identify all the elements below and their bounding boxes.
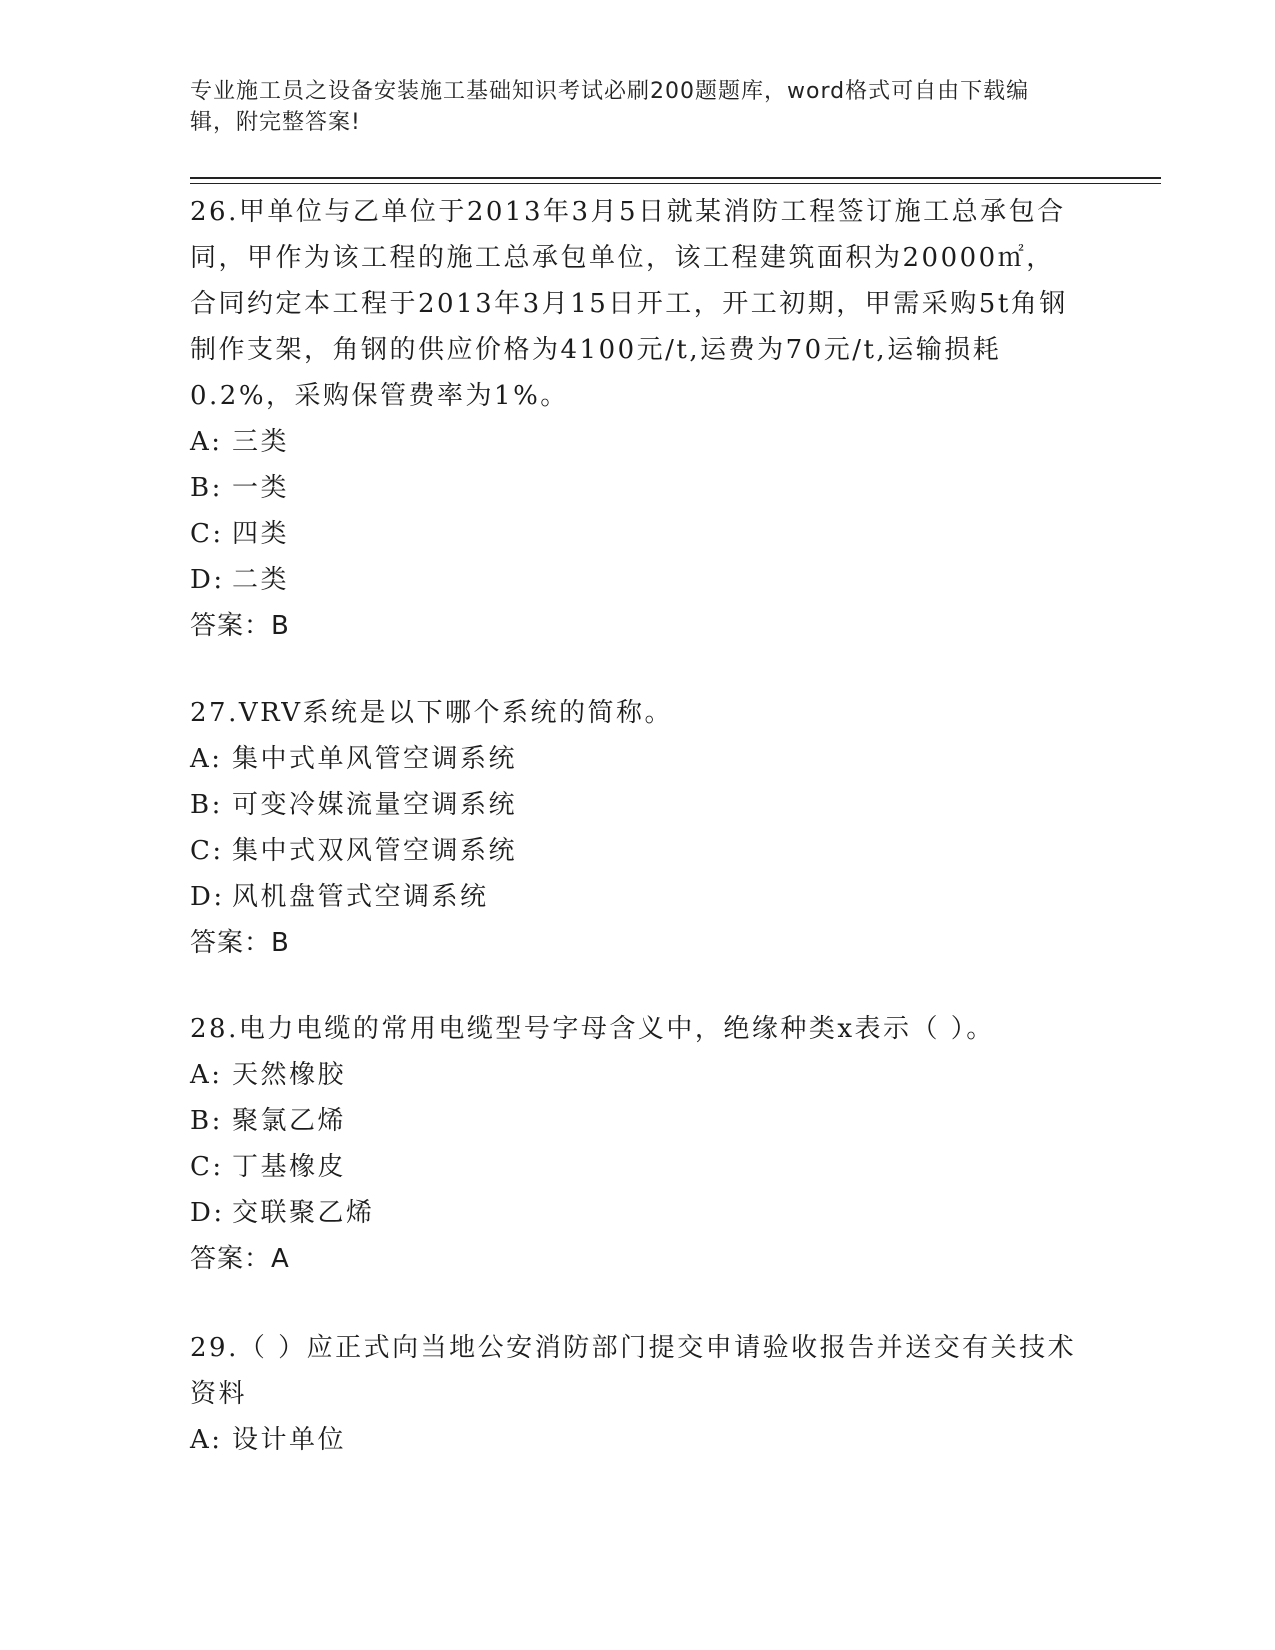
option-letter: D: [190, 1198, 225, 1228]
option-letter: C: [190, 519, 224, 549]
option-letter: A: [190, 744, 223, 774]
option-letter: B: [190, 473, 223, 503]
option-text: 三类 [232, 427, 290, 457]
option-letter: A: [190, 1060, 223, 1090]
option-letter: A: [190, 1425, 223, 1455]
option-letter: D: [190, 882, 225, 912]
option-letter: B: [190, 1106, 223, 1136]
option-letter: C: [190, 1152, 224, 1182]
option-a [190, 1052, 1080, 1098]
option-d [190, 874, 1080, 920]
option-letter: B: [190, 790, 223, 820]
question-stem: 26.甲单位与乙单位于2013年3月5日就某消防工程签订施工总承包合同，甲作为该工程的施工总承包单位，该工程建筑面积为20000㎡，合同约定本工程于2013年3月15日开工，开工初期，甲需采购5t角钢制作支架，角钢的供应价格为4100元/t,运费为70元/t,运输损耗0.2%，采购保管费率为1%。 [190, 197, 1068, 411]
option-a [190, 419, 1080, 465]
answer-line: 答案：B [190, 611, 290, 641]
option-letter: C: [190, 836, 224, 866]
question-stem: 29.（ ）应正式向当地公安消防部门提交申请验收报告并送交有关技术资料 [190, 1333, 1077, 1409]
option-a [190, 736, 1080, 782]
option-b [190, 1098, 1080, 1144]
option-text: 可变冷媒流量空调系统 [232, 790, 518, 820]
option-d [190, 557, 1080, 603]
answer-line: 答案：B [190, 928, 290, 958]
question-26 [190, 189, 1080, 649]
option-c [190, 511, 1080, 557]
option-text: 集中式单风管空调系统 [232, 744, 518, 774]
option-text: 风机盘管式空调系统 [232, 882, 489, 912]
option-d [190, 1190, 1080, 1236]
option-text: 设计单位 [232, 1425, 347, 1455]
option-text: 集中式双风管空调系统 [232, 836, 518, 866]
option-c [190, 1144, 1080, 1190]
option-letter: D: [190, 565, 225, 595]
question-stem: 27.VRV系统是以下哪个系统的简称。 [190, 698, 674, 728]
document-header: 专业施工员之设备安装施工基础知识考试必刷200题题库，word格式可自由下载编辑，附完整答案! [190, 79, 1030, 135]
option-b [190, 465, 1080, 511]
option-c [190, 828, 1080, 874]
option-text: 丁基橡皮 [232, 1152, 347, 1182]
option-text: 交联聚乙烯 [232, 1198, 375, 1228]
option-text: 天然橡胶 [232, 1060, 347, 1090]
option-letter: A: [190, 427, 223, 457]
option-text: 二类 [232, 565, 290, 595]
option-b [190, 782, 1080, 828]
option-text: 聚氯乙烯 [232, 1106, 347, 1136]
header-divider-thick [190, 177, 1161, 179]
option-text: 一类 [232, 473, 290, 503]
question-27 [190, 690, 1080, 966]
header-divider-thin [190, 183, 1161, 184]
question-29 [190, 1325, 1080, 1463]
answer-line: 答案：A [190, 1244, 290, 1274]
option-text: 四类 [232, 519, 290, 549]
option-a [190, 1417, 1080, 1463]
question-28 [190, 1006, 1080, 1282]
question-stem: 28.电力电缆的常用电缆型号字母含义中，绝缘种类x表示（ ）。 [190, 1014, 995, 1044]
